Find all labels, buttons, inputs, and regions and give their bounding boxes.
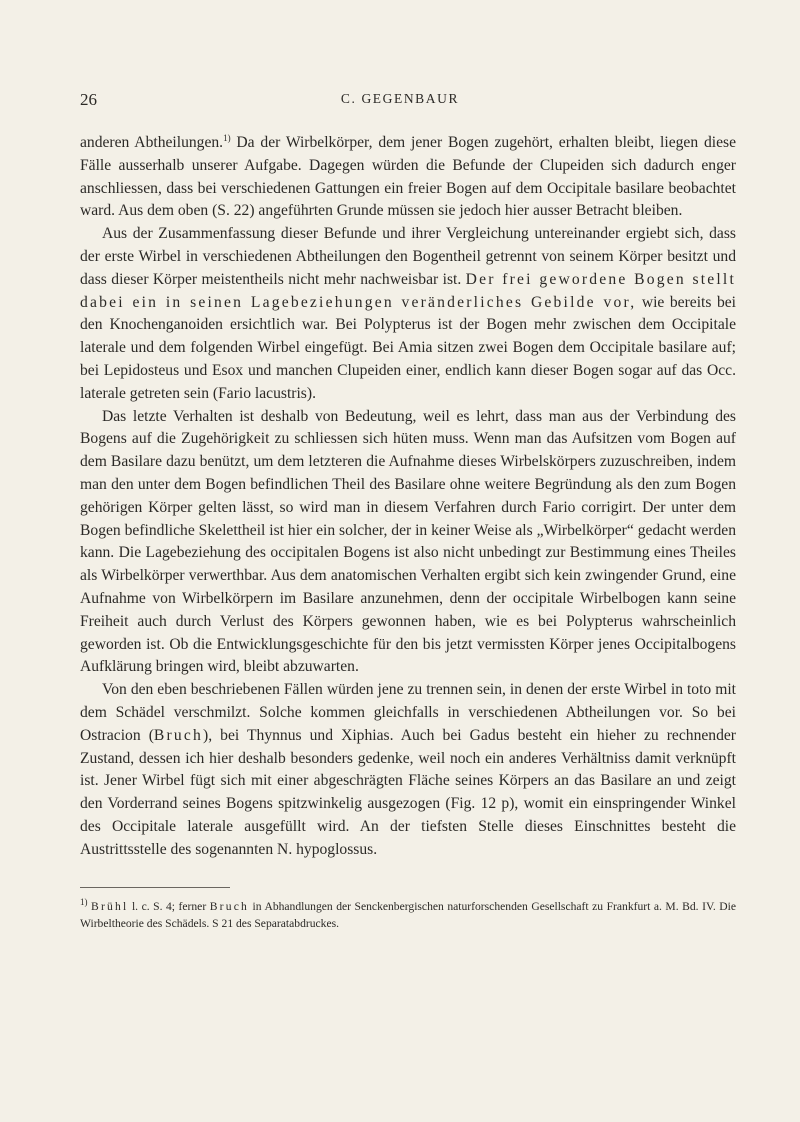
body-text [80, 132, 736, 862]
text-segment: wie bereits bei den Knochenganoiden ersichtlich war. Bei Polypterus ist der Bogen mehr zwischen dem Occipitale laterale und dem folgenden Wirbel eingefügt. Bei Amia sitzen zwei Bogen dem Occipitale basilare auf; bei Lepidosteus und Esox und manchen Clupeiden einer, endlich kann dieser Bogen sogar auf das Occ. laterale getreten sein (Fario lacustris). [80, 293, 736, 402]
text-segment: ), bei Thynnus und Xiphias. Auch bei Gadus besteht ein hieher zu rechnender Zustand, dessen ich hier deshalb besonders gedenke, weil noch ein anderes Verhältniss damit verknüpft ist. Jener Wirbel fügt sich mit einer abgeschrägten Fläche seines Körpers an das Basilare an und zeigt den Vorderrand seines Bogens spitzwinkelig ausgezogen (Fig. 12 p), womit ein einspringender Winkel des Occipitale laterale ausgefüllt wird. An der tiefsten Stelle dieses Einschnittes besteht die Austrittsstelle des sogenannten N. hypoglossus. [80, 726, 736, 858]
spaced-emphasis: Bruch [153, 726, 203, 744]
page-number: 26 [80, 90, 97, 109]
paragraph-3 [80, 406, 736, 680]
text-segment: l. c. S. 4; ferner [128, 900, 210, 913]
text-segment: Aus der Zusammenfassung dieser Befunde und ihrer Vergleichung untereinander ergiebt sich, dass der erste Wirbel in verschiedenen Abtheilungen den Bogentheil getrennt von seinem Körper besitzt und dass dieser Körper meistentheils nicht mehr nachweisbar ist. [80, 225, 736, 288]
text-segment: Von den eben beschriebenen Fällen würden jene zu trennen sein, in denen der erste Wirbel in toto mit dem Schädel verschmilzt. Solche kommen gleichfalls in verschiedenen Abtheilungen vor. So bei Ostracion ( [80, 681, 736, 744]
spaced-emphasis: Brühl [91, 900, 129, 913]
spaced-emphasis: Bruch [209, 900, 250, 913]
text-segment: Das letzte Verhalten ist deshalb von Bedeutung, weil es lehrt, dass man aus der Verbindung des Bogens auf die Zugehörigkeit zu schliessen sich hüten muss. Wenn man das Aufsitzen vom Bogen auf dem Basilare dazu benützt, um dem letzteren die Aufnahme dieses Wirbelskörpers zuzuschreiben, indem man den unter dem Bogen befindlichen Theil des Basilare ohne weitere Begründung als den zum Bogen gehörigen Körper gelten lässt, so wird man in diesem Verfahren durch Fario corrigirt. Der unter dem Bogen befindliche Skelettheil ist hier ein solcher, der in keiner Weise als „Wirbelkörper“ gedacht werden kann. Die Lagebeziehung des occipitalen Bogens ist also nicht unbedingt zur Bestimmung eines Theiles als Wirbelkörper verwerthbar. Aus dem anatomischen Verhalten ergibt sich kein zwingender Grund, eine Aufnahme von Wirbelkörpern im Basilare anzunehmen, denn der occipitale Wirbelbogen kann seine Freiheit auch durch Verlust des Körpers gewonnen haben, wie es bei Polypterus wahrscheinlich geworden ist. Ob die Entwicklungsgeschichte für den bis jetzt vermissten Körper jenes Occipitalbogens Aufklärung bringen wird, bleibt abzuwarten. [80, 407, 736, 676]
spaced-emphasis: Der frei gewordene Bogen stellt dabei ein in seinen Lagebeziehungen veränderliches Gebilde vor, [80, 270, 736, 311]
footnote-number: 1) [80, 897, 88, 908]
text-segment: anderen Abtheilungen. [80, 134, 224, 151]
text-segment: Da der Wirbelkörper, dem jener Bogen zugehört, erhalten bleibt, liegen diese Fälle ausserhalb unserer Aufgabe. Dagegen würden die Befunde der Clupeiden sich dadurch enger anschliessen, dass bei verschiedenen Gattungen ein freier Bogen auf dem Occipitale basilare beobachtet ward. Aus dem oben (S. 22) angeführten Grunde müssen sie jedoch hier ausser Betracht bleiben. [80, 134, 736, 220]
paragraph-2 [80, 223, 736, 405]
paragraph-1 [80, 132, 736, 223]
running-head: C. GEGENBAUR [340, 91, 460, 106]
text-segment: in Abhandlungen der Senckenbergischen naturforschenden Gesellschaft zu Frankfurt a. M. Bd. IV. Die Wirbeltheorie des Schädels. S 21 des Separatabdruckes. [80, 900, 736, 930]
footnote [80, 898, 736, 932]
footnote-rule [80, 887, 230, 888]
paragraph-4 [80, 679, 736, 861]
footnote-marker[interactable]: 1) [223, 132, 231, 143]
